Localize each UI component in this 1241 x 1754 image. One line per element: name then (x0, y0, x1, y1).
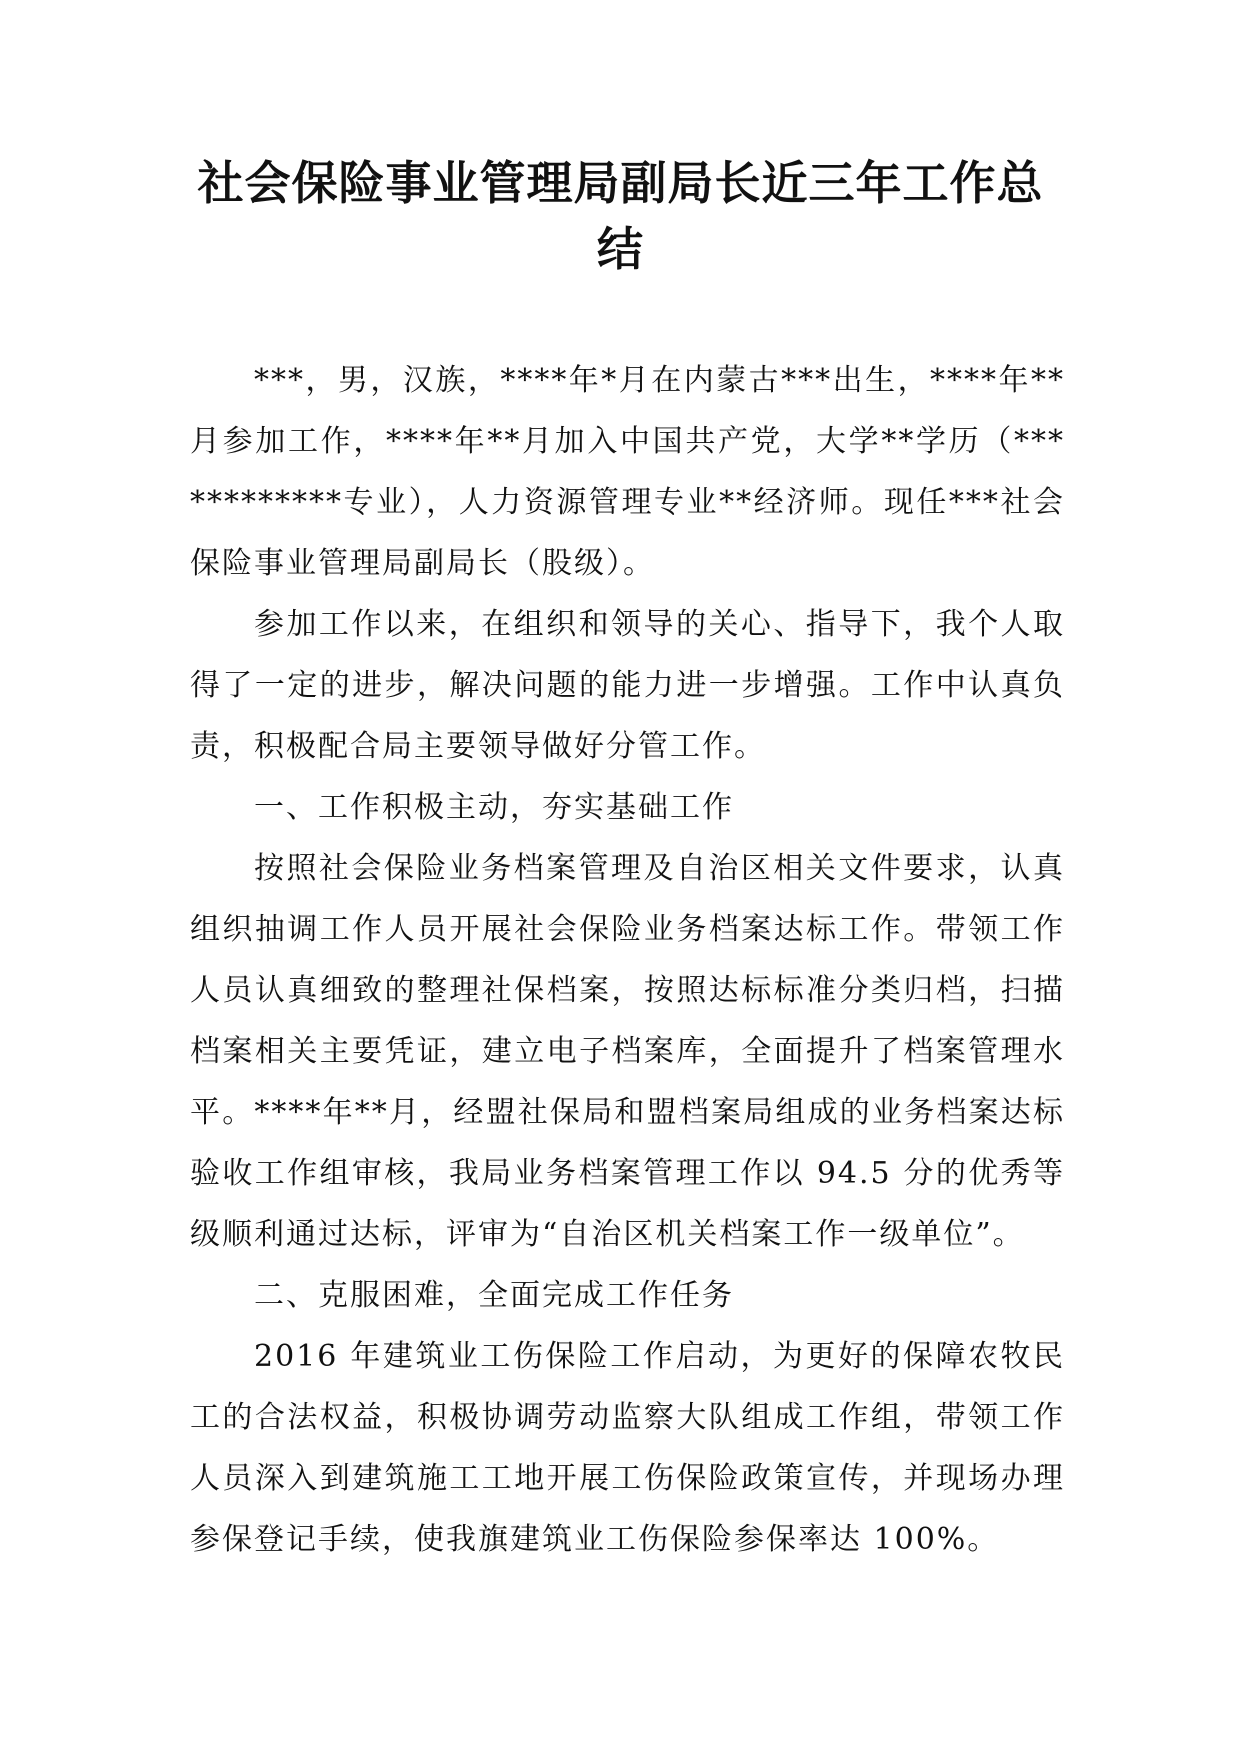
document-body (190, 350, 1065, 1570)
title-line-2: 结 (597, 222, 644, 276)
paragraph-injury-insurance: 2016 年建筑业工伤保险工作启动，为更好的保障农牧民工的合法权益，积极协调劳动监察大队组成工作组，带领工作人员深入到建筑施工工地开展工伤保险政策宣传，并现场办理参保登记手续，使我旗建筑业工伤保险参保率达 100%。 (190, 1339, 1065, 1557)
paragraph-intro: 参加工作以来，在组织和领导的关心、指导下，我个人取得了一定的进步，解决问题的能力进一步增强。工作中认真负责，积极配合局主要领导做好分管工作。 (190, 607, 1065, 764)
paragraph-archives: 按照社会保险业务档案管理及自治区相关文件要求，认真组织抽调工作人员开展社会保险业务档案达标工作。带领工作人员认真细致的整理社保档案，按照达标标准分类归档，扫描档案相关主要凭证，建立电子档案库，全面提升了档案管理水平。****年**月，经盟社保局和盟档案局组成的业务档案达标验收工作组审核，我局业务档案管理工作以 94.5 分的优秀等级顺利通过达标，评审为“自治区机关档案工作一级单位”。 (190, 851, 1065, 1252)
paragraph-personal-info: ***，男，汉族，****年*月在内蒙古***出生，****年**月参加工作，****年**月加入中国共产党，大学**学历（************专业），人力资源管理专业**经济师。现任***社会保险事业管理局副局长（股级）。 (190, 363, 1065, 581)
section-heading-2: 二、克服困难，全面完成工作任务 (254, 1278, 734, 1313)
section-heading-1: 一、工作积极主动，夯实基础工作 (254, 790, 734, 825)
title-line-1: 社会保险事业管理局副局长近三年工作总 (197, 156, 1044, 210)
document-title (150, 150, 1091, 282)
